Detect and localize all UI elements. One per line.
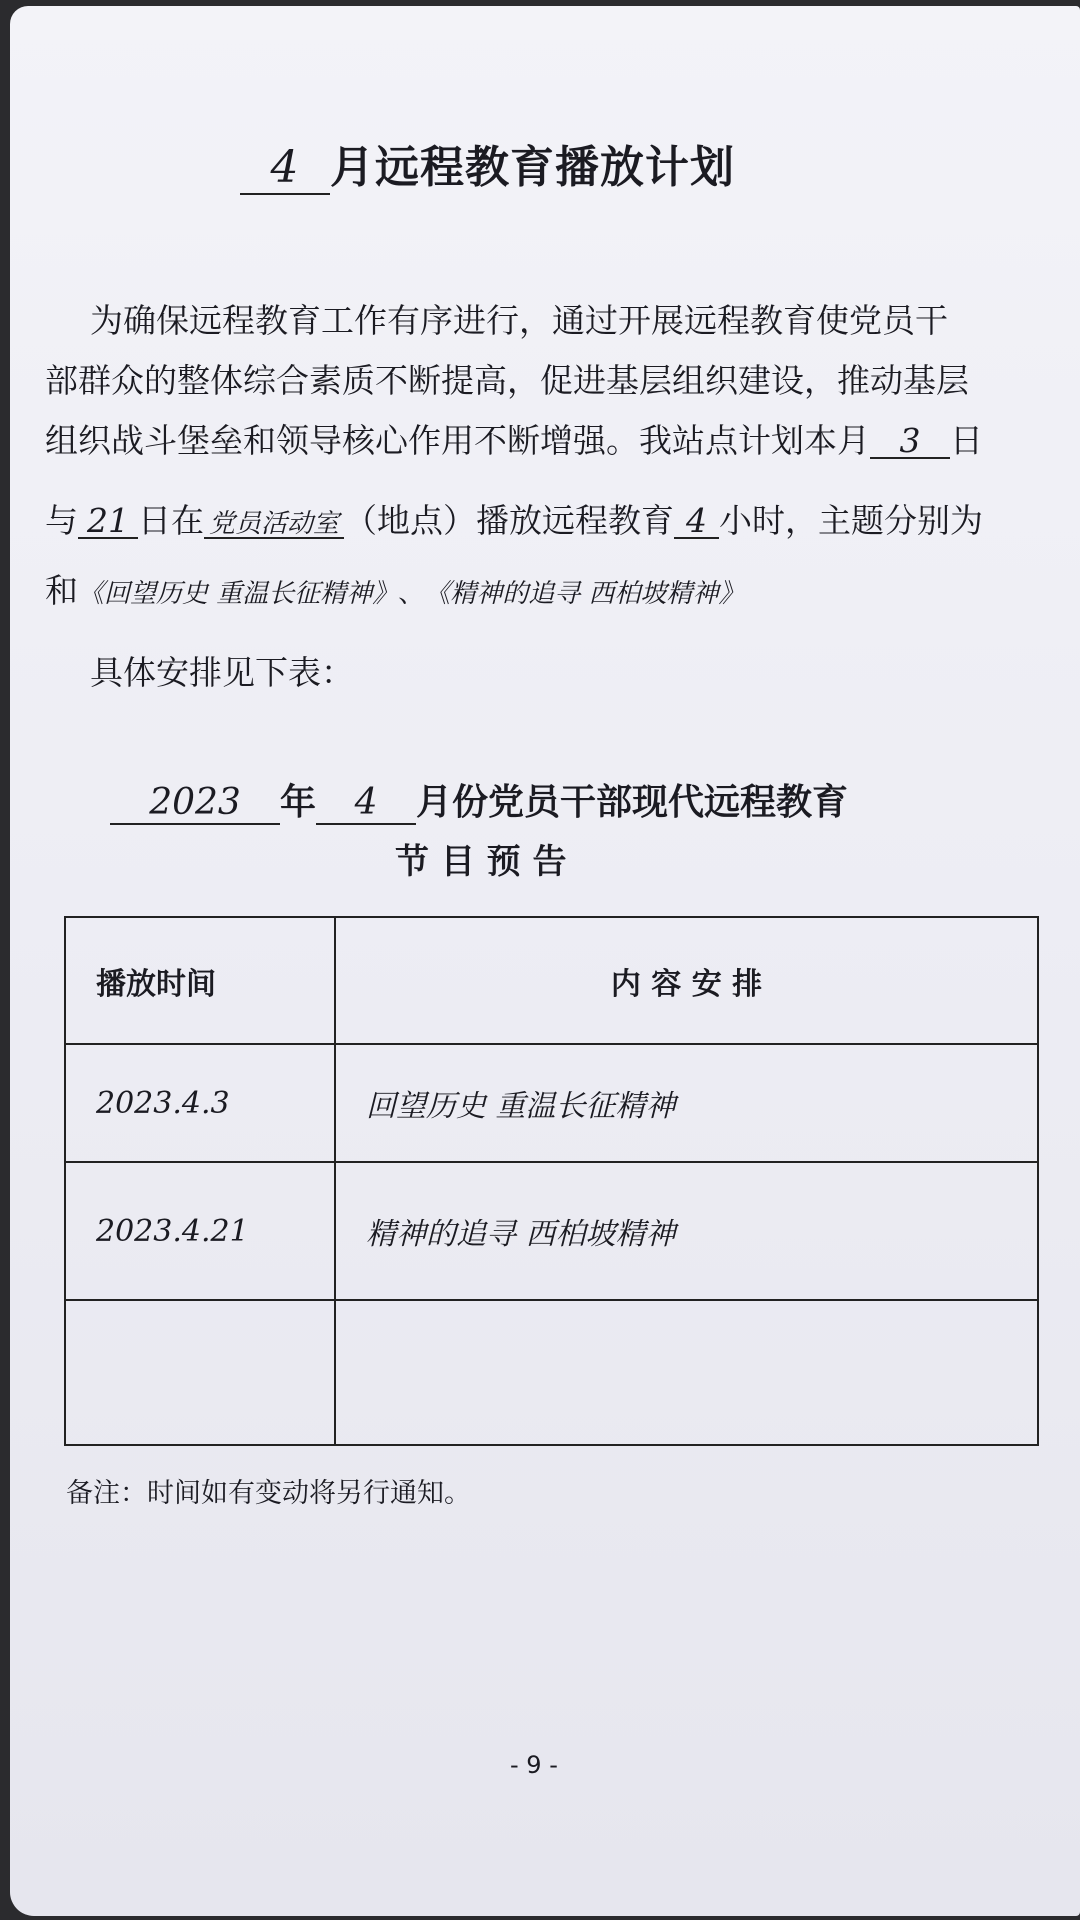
paragraph-text: 部群众的整体综合素质不断提高，促进基层组织建设，推动基层 bbox=[45, 361, 969, 400]
topic2-fill: 《精神的追寻 西柏坡精神》 bbox=[424, 579, 745, 609]
title-text: 月远程教育播放计划 bbox=[330, 142, 735, 193]
table-header-row bbox=[65, 917, 1038, 1044]
year-fill: 2023 bbox=[110, 782, 280, 825]
paragraph-text: 具体安排见下表： bbox=[90, 653, 354, 692]
row-time: 2023.4.3 bbox=[65, 1044, 335, 1162]
paragraph-text: 日 bbox=[950, 421, 983, 460]
schedule-title bbox=[110, 774, 848, 825]
table-row bbox=[65, 1044, 1038, 1162]
row-content: 回望历史 重温长征精神 bbox=[335, 1044, 1038, 1162]
paragraph-line-1 bbox=[90, 301, 1050, 340]
paragraph-text: 为确保远程教育工作有序进行，通过开展远程教育使党员干 bbox=[90, 301, 948, 340]
schedule-subtitle: 节 目 预 告 bbox=[395, 842, 567, 882]
paragraph-text: 小时，主题分别为 bbox=[719, 501, 983, 540]
paragraph-text: 与 bbox=[45, 501, 78, 540]
row-time: 2023.4.21 bbox=[65, 1162, 335, 1300]
subtitle-text: 年 bbox=[280, 782, 317, 823]
paragraph-line-5: 和《回望历史 重温长征精神》、《精神的追寻 西柏坡精神》 bbox=[45, 571, 745, 610]
paragraph-text: 日在 bbox=[138, 501, 204, 540]
page-number: - 9 - bbox=[510, 1751, 558, 1779]
day1-fill: 3 bbox=[870, 424, 950, 459]
row-content bbox=[335, 1300, 1038, 1445]
subtitle-text: 月份党员干部现代远程教育 bbox=[416, 782, 849, 823]
paragraph-line-6 bbox=[90, 653, 1050, 692]
paragraph-text: （地点）播放远程教育 bbox=[344, 501, 674, 540]
topic1-fill: 《回望历史 重温长征精神》 bbox=[78, 579, 399, 609]
paragraph-text: 和 bbox=[45, 571, 78, 610]
header-content: 内 容 安 排 bbox=[335, 917, 1038, 1044]
row-content: 精神的追寻 西柏坡精神 bbox=[335, 1162, 1038, 1300]
hours-fill: 4 bbox=[674, 504, 719, 539]
day2-fill: 21 bbox=[78, 504, 138, 539]
paragraph-line-3 bbox=[45, 421, 1005, 460]
paragraph-text: 组织战斗堡垒和领导核心作用不断增强。我站点计划本月 bbox=[45, 421, 870, 460]
header-time: 播放时间 bbox=[65, 917, 335, 1044]
table-row bbox=[65, 1162, 1038, 1300]
title-month-fill: 4 bbox=[240, 142, 330, 195]
remark-note: 备注：时间如有变动将另行通知。 bbox=[66, 1478, 471, 1509]
paragraph-line-4 bbox=[45, 501, 1005, 540]
schedule-table bbox=[64, 916, 1039, 1446]
paragraph-line-2 bbox=[45, 361, 1005, 400]
table-row bbox=[65, 1300, 1038, 1445]
row-time bbox=[65, 1300, 335, 1445]
document-page bbox=[10, 6, 1080, 1916]
location-fill: 党员活动室 bbox=[204, 511, 344, 539]
month-fill: 4 bbox=[316, 782, 416, 825]
document-title bbox=[240, 131, 735, 195]
